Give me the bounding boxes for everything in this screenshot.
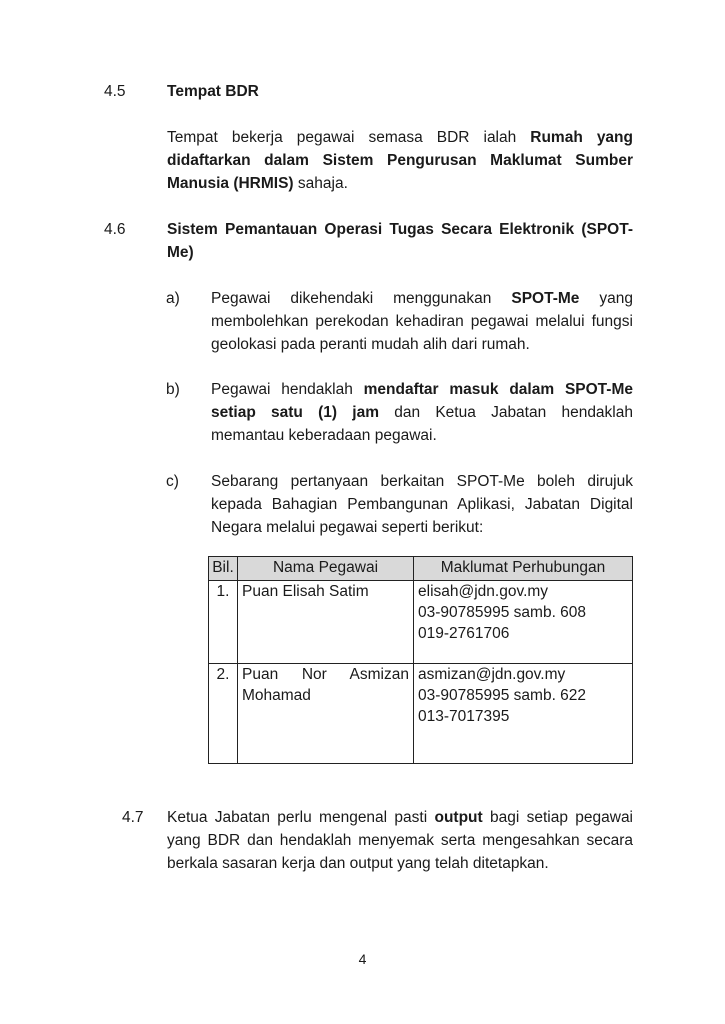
item-label-a: a) <box>166 290 180 307</box>
item-paragraph-a <box>211 287 633 356</box>
contact-mobile: 019-2761706 <box>418 625 510 643</box>
cell-bil: 1. <box>209 581 238 664</box>
header-nama-pegawai: Nama Pegawai <box>238 557 414 581</box>
cell-contact <box>414 581 633 664</box>
text-run: Ketua Jabatan perlu mengenal pasti <box>167 809 435 826</box>
table-row <box>209 581 633 664</box>
text-run: Pegawai hendaklah <box>211 381 364 398</box>
contact-email: asmizan@jdn.gov.my <box>418 666 566 684</box>
section-number-4-6: 4.6 <box>104 221 126 238</box>
item-label-c: c) <box>166 473 179 490</box>
section-number-4-7: 4.7 <box>122 809 144 826</box>
contact-mobile: 013-7017395 <box>418 708 510 726</box>
cell-bil: 2. <box>209 664 238 764</box>
bold-run: output <box>434 809 483 826</box>
cell-nama: Puan Nor Asmizan Mohamad <box>238 664 414 764</box>
text-run: Pegawai dikehendaki menggunakan <box>211 290 512 307</box>
contact-table <box>208 556 633 764</box>
item-paragraph-c: Sebarang pertanyaan berkaitan SPOT-Me boleh dirujuk kepada Bahagian Pembangunan Aplikasi, Jabatan Digital Negara melalui pegawai seperti berikut: <box>211 473 633 536</box>
text-run: sahaja. <box>293 175 348 192</box>
section-number-4-5: 4.5 <box>104 83 126 100</box>
contact-email: elisah@jdn.gov.my <box>418 583 549 601</box>
table-header-row <box>209 557 633 581</box>
section-heading-4-5: Tempat BDR <box>167 83 259 100</box>
header-bil: Bil. <box>209 557 238 581</box>
section-paragraph-4-7 <box>167 806 633 875</box>
section-paragraph-4-5 <box>167 126 633 195</box>
contact-phone: 03-90785995 samb. 608 <box>418 604 587 622</box>
cell-nama: Puan Elisah Satim <box>238 581 414 664</box>
text-run: Tempat bekerja pegawai semasa BDR ialah <box>167 129 531 146</box>
text-run: yang membolehkan perekodan kehadiran pegawai melalui fungsi geolokasi pada peranti mudah alih dari rumah. <box>211 290 633 353</box>
contact-phone: 03-90785995 samb. 622 <box>418 687 587 705</box>
text-run: dan Ketua Jabatan hendaklah memantau keberadaan pegawai. <box>211 404 633 444</box>
text-run: bagi setiap pegawai yang BDR dan hendaklah menyemak serta mengesahkan secara berkala sasaran kerja dan output yang telah ditetapkan. <box>167 809 634 872</box>
cell-contact <box>414 664 633 764</box>
bold-run: Rumah yang didaftarkan dalam Sistem Pengurusan Maklumat Sumber Manusia (HRMIS) <box>167 129 633 192</box>
section-heading-4-6: Sistem Pemantauan Operasi Tugas Secara Elektronik (SPOT-Me) <box>167 221 633 261</box>
bold-run: mendaftar masuk dalam SPOT-Me setiap satu (1) jam <box>211 381 633 421</box>
table-row <box>209 664 633 764</box>
item-label-b: b) <box>166 381 180 398</box>
item-paragraph-b <box>211 378 633 447</box>
bold-run: SPOT-Me <box>511 290 580 307</box>
header-maklumat-perhubungan: Maklumat Perhubungan <box>414 557 633 581</box>
page-number: 4 <box>358 951 367 967</box>
